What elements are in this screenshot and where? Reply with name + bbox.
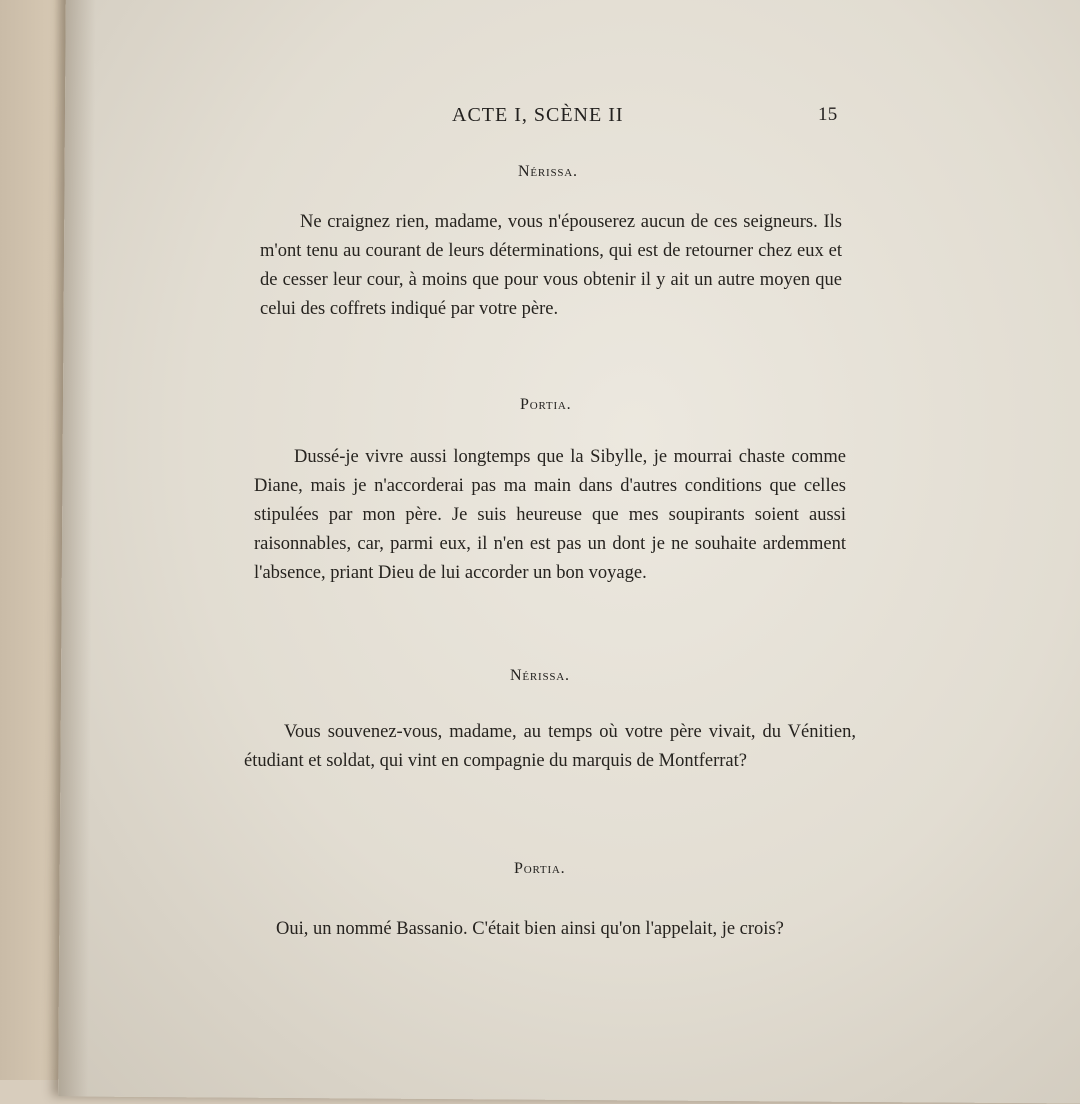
dialogue-paragraph: Ne craignez rien, madame, vous n'épouserez aucun de ces seigneurs. Ils m'ont tenu au courant de leurs déterminations, qui est de retourner chez eux et de cesser leur cour, à moins que pour vous obtenir il y ait un autre moyen que celui des coffrets indiqué par votre père. bbox=[260, 212, 842, 319]
page-number: 15 bbox=[818, 104, 838, 125]
speaker-name: Nérissa. bbox=[518, 163, 578, 180]
speaker-name: Nérissa. bbox=[510, 667, 570, 684]
running-header: ACTE I, SCÈNE II bbox=[452, 104, 624, 126]
speaker-name: Portia. bbox=[514, 860, 566, 877]
speaker-name: Portia. bbox=[520, 396, 572, 413]
dialogue-paragraph: Vous souvenez-vous, madame, au temps où votre père vivait, du Vénitien, étudiant et soldat, qui vint en compagnie du marquis de Montferrat? bbox=[244, 722, 856, 771]
dialogue-paragraph: Dussé-je vivre aussi longtemps que la Sibylle, je mourrai chaste comme Diane, mais je n'accorderai pas ma main dans d'autres conditions que celles stipulées par mon père. Je suis heureuse que mes soupirants soient aussi raisonnables, car, parmi eux, il n'en est pas un dont je ne souhaite ardemment l'absence, priant Dieu de lui accorder un bon voyage. bbox=[254, 447, 846, 583]
dialogue-paragraph: Oui, un nommé Bassanio. C'était bien ainsi qu'on l'appelait, je crois? bbox=[276, 919, 784, 939]
